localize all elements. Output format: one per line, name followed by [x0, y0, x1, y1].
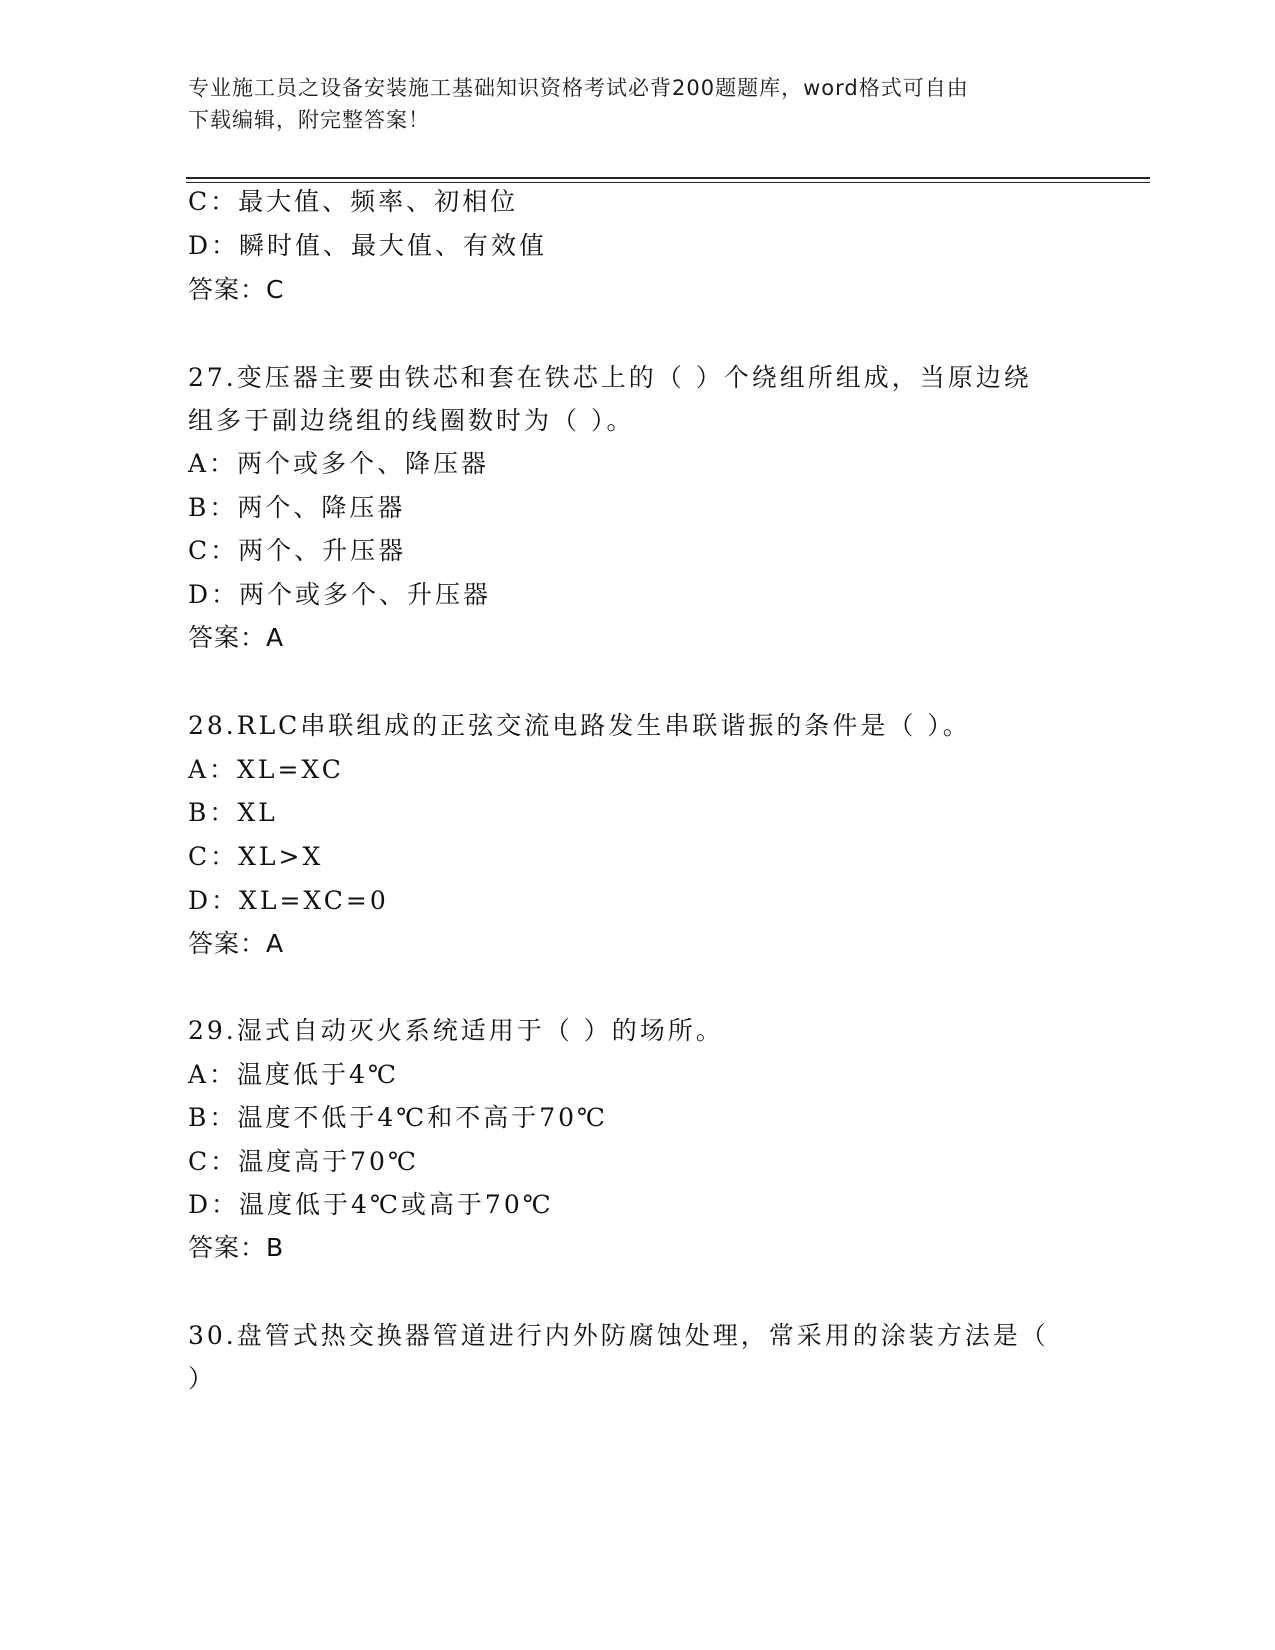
q28-option-c: C：XL>X: [188, 842, 324, 871]
q28-option-a: A：XL=XC: [188, 755, 344, 784]
q27-option-d: D：两个或多个、升压器: [188, 580, 492, 609]
prev-option-d: D：瞬时值、最大值、有效值: [188, 231, 548, 260]
q28-option-d: D：XL=XC=0: [188, 886, 389, 915]
q28-stem: 28.RLC串联组成的正弦交流电路发生串联谐振的条件是（ ）。: [188, 711, 971, 740]
document-header: [188, 72, 1068, 136]
header-line-1: 专业施工员之设备安装施工基础知识资格考试必背200题题库，word格式可自由: [188, 76, 969, 100]
q29-option-d: D：温度低于4℃或高于70℃: [188, 1190, 554, 1219]
q29-option-c: C：温度高于70℃: [188, 1147, 419, 1176]
q29-stem: 29.湿式自动灭火系统适用于（ ）的场所。: [188, 1016, 724, 1045]
q28-answer: 答案：A: [188, 929, 285, 958]
q27-option-a: A：两个或多个、降压器: [188, 449, 490, 478]
q27-option-b: B：两个、降压器: [188, 493, 406, 522]
prev-answer: 答案：C: [188, 275, 285, 304]
q27-answer: 答案：A: [188, 623, 285, 652]
q29-option-b: B：温度不低于4℃和不高于70℃: [188, 1103, 609, 1132]
q29-option-a: A：温度低于4℃: [188, 1060, 399, 1089]
q27-stem-line-1: 27.变压器主要由铁芯和套在铁芯上的（ ）个绕组所组成，当原边绕: [188, 363, 1032, 392]
q30-stem-line-1: 30.盘管式热交换器管道进行内外防腐蚀处理，常采用的涂装方法是（: [188, 1321, 1049, 1350]
q28-option-b: B：XL: [188, 798, 278, 827]
q27-option-c: C：两个、升压器: [188, 536, 407, 565]
header-line-2: 下载编辑，附完整答案！: [188, 108, 430, 132]
q27-stem-line-2: 组多于副边绕组的线圈数时为（ ）。: [188, 406, 635, 435]
header-divider-thin: [186, 182, 1150, 183]
q29-answer: 答案：B: [188, 1233, 285, 1262]
header-divider-thick: [186, 177, 1150, 179]
prev-option-c: C：最大值、频率、初相位: [188, 187, 519, 216]
q30-stem-line-2: ）: [188, 1364, 217, 1393]
